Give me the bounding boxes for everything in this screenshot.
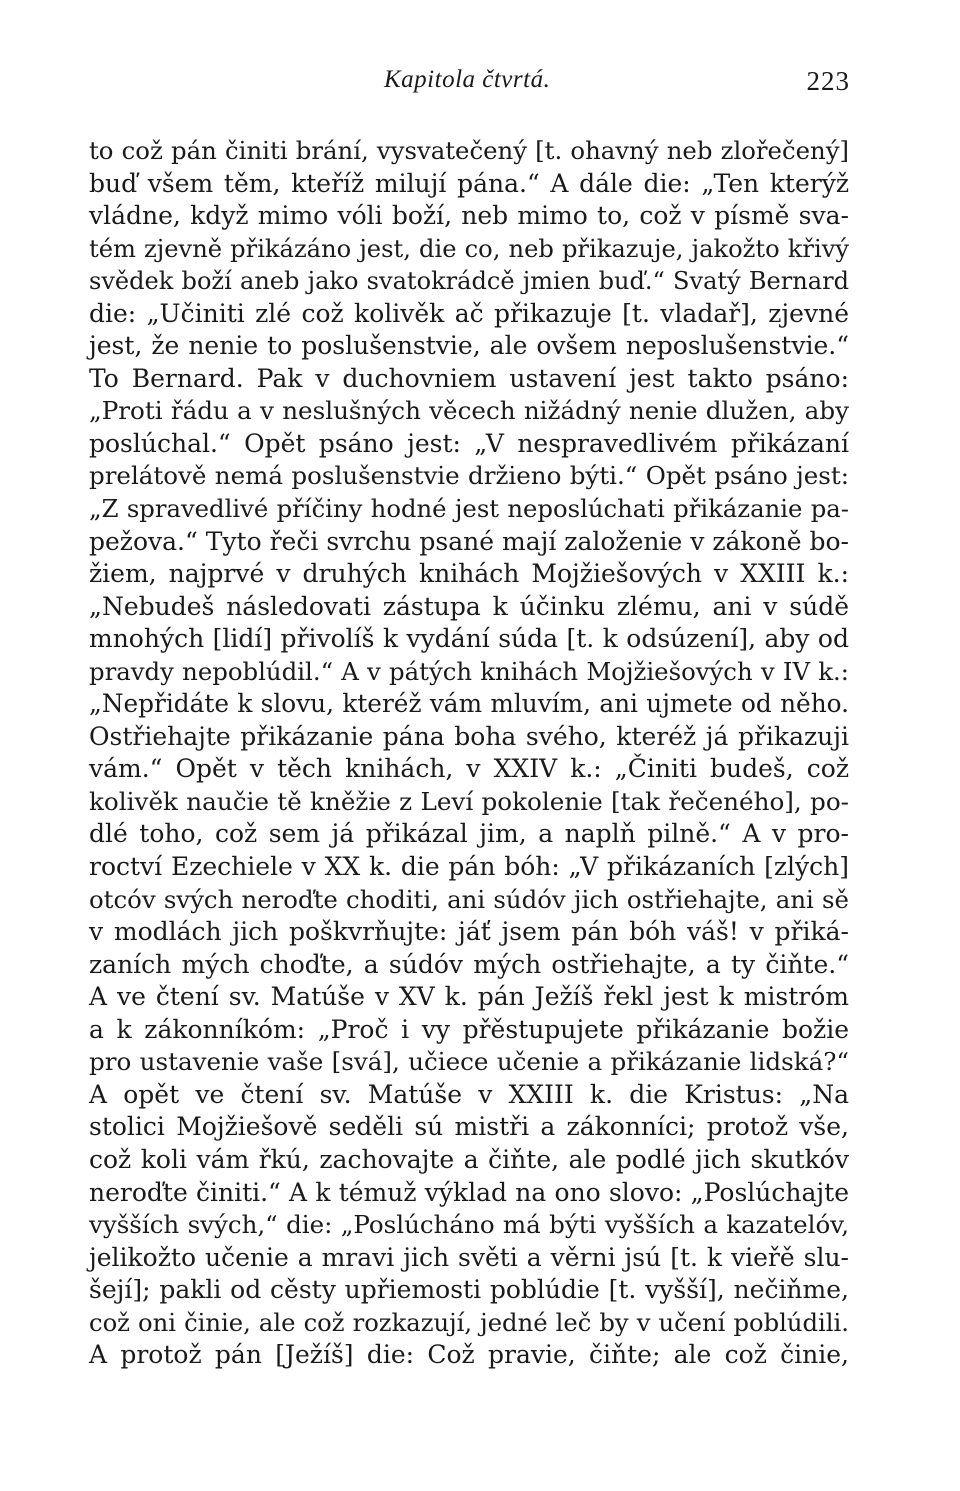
- text-line: svědek boží aneb jako svatokrádcě jmien buď.“ Svatý Bernard: [89, 267, 849, 296]
- page-number: 223: [806, 66, 850, 96]
- text-line: buď všem těm, kteříž milují pána.“ A dále die: „Ten kterýž: [89, 168, 849, 198]
- text-line: poslúchal.“ Opět psáno jest: „V nespravedlivém přikázaní: [89, 428, 849, 458]
- text-line: tém zjevně přikázáno jest, die co, neb přikazuje, jakožto křivý: [89, 234, 849, 263]
- text-line: stolici Mojžiešově seděli sú mistři a zákonníci; protož vše,: [89, 1112, 849, 1142]
- text-line: což oni činie, ale což rozkazují, jedné leč by v učení poblúdili.: [89, 1307, 849, 1337]
- text-line: pravdy nepoblúdil.“ A v pátých knihách Mojžiešových v IV k.:: [89, 656, 849, 686]
- body-text: [89, 135, 849, 1372]
- text-line: vám.“ Opět v těch knihách, v XXIV k.: „Činiti budeš, což: [89, 754, 849, 784]
- text-line: pežova.“ Tyto řeči svrchu psané mají založenie v zákoně bo-: [89, 526, 849, 556]
- text-line: a k zákonníkóm: „Proč i vy přěstupujete přikázanie božie: [89, 1014, 849, 1044]
- text-line: prelátově nemá poslušenstvie držieno býti.“ Opět psáno jest:: [89, 461, 849, 491]
- text-line: A protož pán [Ježíš] die: Což pravie, čiňte; ale což činie,: [89, 1340, 849, 1370]
- text-line: šejí]; pakli od cěsty upřiemosti poblúdie [t. vyšší], nečiňme,: [89, 1275, 849, 1305]
- text-line: „Nebudeš následovati zástupa k účinku zlému, ani v súdě: [89, 591, 849, 621]
- text-line: „Z spravedlivé příčiny hodné jest neposlúchati přikázanie pa-: [89, 494, 849, 524]
- text-line: jest, že nenie to poslušenstvie, ale ovšem neposlušenstvie.“: [89, 331, 849, 361]
- running-title: Kapitola čtvrtá.: [384, 66, 551, 93]
- text-line: pro ustavenie vaše [svá], učiece učenie a přikázanie lidská?“: [89, 1047, 849, 1077]
- text-line: neroďte činiti.“ A k témuž výklad na ono slovo: „Poslúchajte: [89, 1177, 849, 1207]
- text-line: jelikožto učenie a mravi jich světi a věrni jsú [t. k vieřě slu-: [89, 1242, 849, 1272]
- text-line: v modlách jich poškvrňujte: jáť jsem pán bóh váš! v přiká-: [89, 917, 849, 947]
- running-head: [0, 66, 960, 102]
- text-line: To Bernard. Pak v duchovniem ustavení jest takto psáno:: [89, 363, 849, 393]
- text-line: kolivěk naučie tě kněžie z Leví pokolenie [tak řečeného], po-: [89, 786, 849, 816]
- text-line: Ostřiehajte přikázanie pána boha svého, kteréž já přikazuji: [89, 721, 849, 751]
- text-line: to což pán činiti brání, vysvatečený [t. ohavný neb zlořečený]: [89, 136, 849, 165]
- text-line: roctví Ezechiele v XX k. die pán bóh: „V přikázaních [zlých]: [89, 852, 849, 882]
- text-line: žiem, najprvé v druhých knihách Mojžiešových v XXIII k.:: [89, 559, 849, 589]
- text-line: což koli vám řkú, zachovajte a čiňte, ale podlé jich skutkóv: [89, 1144, 849, 1174]
- text-line: zaních mých choďte, a súdóv mých ostřiehajte, a ty čiňte.“: [89, 949, 849, 979]
- text-line: A opět ve čtení sv. Matúše v XXIII k. die Kristus: „Na: [89, 1079, 849, 1109]
- text-line: otcóv svých neroďte choditi, ani súdóv jich ostřiehajte, ani sě: [89, 884, 849, 914]
- text-line: „Proti řádu a v neslušných věcech nižádný nenie dlužen, aby: [89, 396, 849, 426]
- text-line: A ve čtení sv. Matúše v XV k. pán Ježíš řekl jest k mistróm: [89, 982, 849, 1012]
- text-line: vyšších svých,“ die: „Poslúcháno má býti vyšších a kazatelóv,: [89, 1210, 849, 1240]
- text-line: die: „Učiniti zlé což kolivěk ač přikazuje [t. vladař], zjevné: [89, 298, 849, 328]
- text-line: „Nepřidáte k slovu, kteréž vám mluvím, ani ujmete od něho.: [89, 689, 849, 719]
- text-line: vládne, když mimo vóli boží, neb mimo to, což v písmě sva-: [89, 201, 849, 231]
- text-line: dlé toho, což sem já přikázal jim, a naplň pilně.“ A v pro-: [89, 819, 849, 849]
- text-line: mnohých [lidí] přivolíš k vydání súda [t. k odsúzení], aby od: [89, 624, 849, 654]
